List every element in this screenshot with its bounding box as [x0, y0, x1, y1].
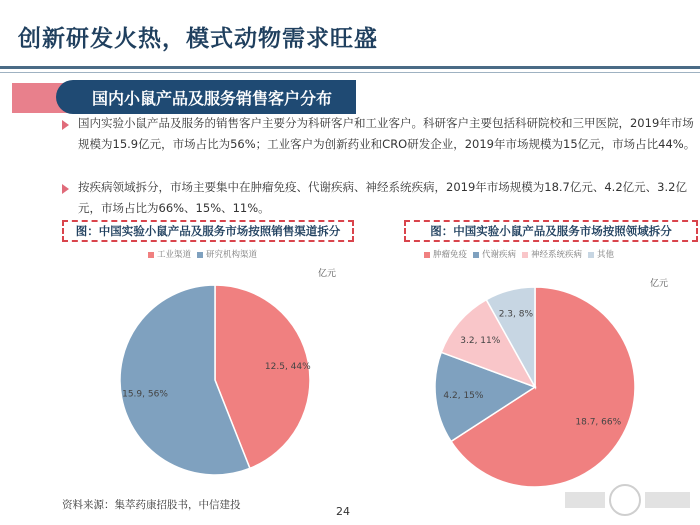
pie-data-label: 3.2, 11%: [460, 336, 501, 347]
legend-item: [197, 248, 257, 260]
source-note: 资料来源：集萃药康招股书，中信建投: [62, 499, 241, 511]
pie-data-label: 18.7, 66%: [575, 417, 622, 428]
page-title: 创新研发火热，模式动物需求旺盛: [18, 26, 378, 52]
legend-item: [473, 248, 516, 260]
pie-chart-channel: [100, 275, 330, 485]
legend-swatch: [473, 252, 479, 258]
legend-item: [424, 248, 467, 260]
bullet-marker: [62, 120, 69, 130]
pie-data-label: 4.2, 15%: [443, 390, 484, 401]
legend-swatch: [148, 252, 154, 258]
page-number: 24: [336, 505, 350, 518]
chart-legend-field: [424, 248, 614, 260]
bullet-paragraph: 国内实验小鼠产品及服务的销售客户主要分为科研客户和工业客户。科研客户主要包括科研院校和三甲医院，2019年市场规模为15.9亿元，市场占比为56%；工业客户为创新药业和CRO研发企业，2019年市场规模为15亿元，市场占比44%。: [78, 116, 696, 151]
bullet-paragraph: 按疾病领域拆分，市场主要集中在肿瘤免疫、代谢疾病、神经系统疾病，2019年市场规模为18.7亿元、4.2亿元、3.2亿元，市场占比为66%、15%、11%。: [78, 180, 687, 215]
legend-item: [148, 248, 191, 260]
legend-item: [588, 248, 614, 260]
pie-data-label: 15.9, 56%: [122, 389, 168, 400]
chart-unit-label: 亿元: [318, 269, 337, 279]
bullet-marker: [62, 184, 69, 194]
pie-chart-field: [410, 272, 650, 492]
legend-swatch: [424, 252, 430, 258]
legend-swatch: [522, 252, 528, 258]
legend-label: 神经系统疾病: [531, 250, 583, 260]
legend-label: 肿瘤免疫: [433, 250, 468, 260]
chart-caption-channel: 图：中国实验小鼠产品及服务市场按照销售渠道拆分: [62, 220, 354, 242]
pie-data-label: 2.3, 8%: [498, 309, 534, 320]
legend-label: 其他: [597, 250, 615, 260]
legend-swatch: [197, 252, 203, 258]
legend-label: 研究机构渠道: [206, 250, 258, 260]
chart-unit-label: 亿元: [650, 279, 669, 289]
chart-legend-channel: [148, 248, 257, 260]
header-rule: [0, 66, 700, 69]
legend-label: 代谢疾病: [482, 250, 517, 260]
legend-label: 工业渠道: [157, 250, 192, 260]
legend-swatch: [588, 252, 594, 258]
pie-data-label: 12.5, 44%: [264, 362, 311, 373]
publisher-logo: [555, 480, 695, 520]
header-rule-thin: [0, 72, 700, 73]
chart-caption-field: 图：中国实验小鼠产品及服务市场按照领域拆分: [404, 220, 698, 242]
section-banner-label: 国内小鼠产品及服务销售客户分布: [92, 89, 333, 108]
legend-item: [522, 248, 582, 260]
